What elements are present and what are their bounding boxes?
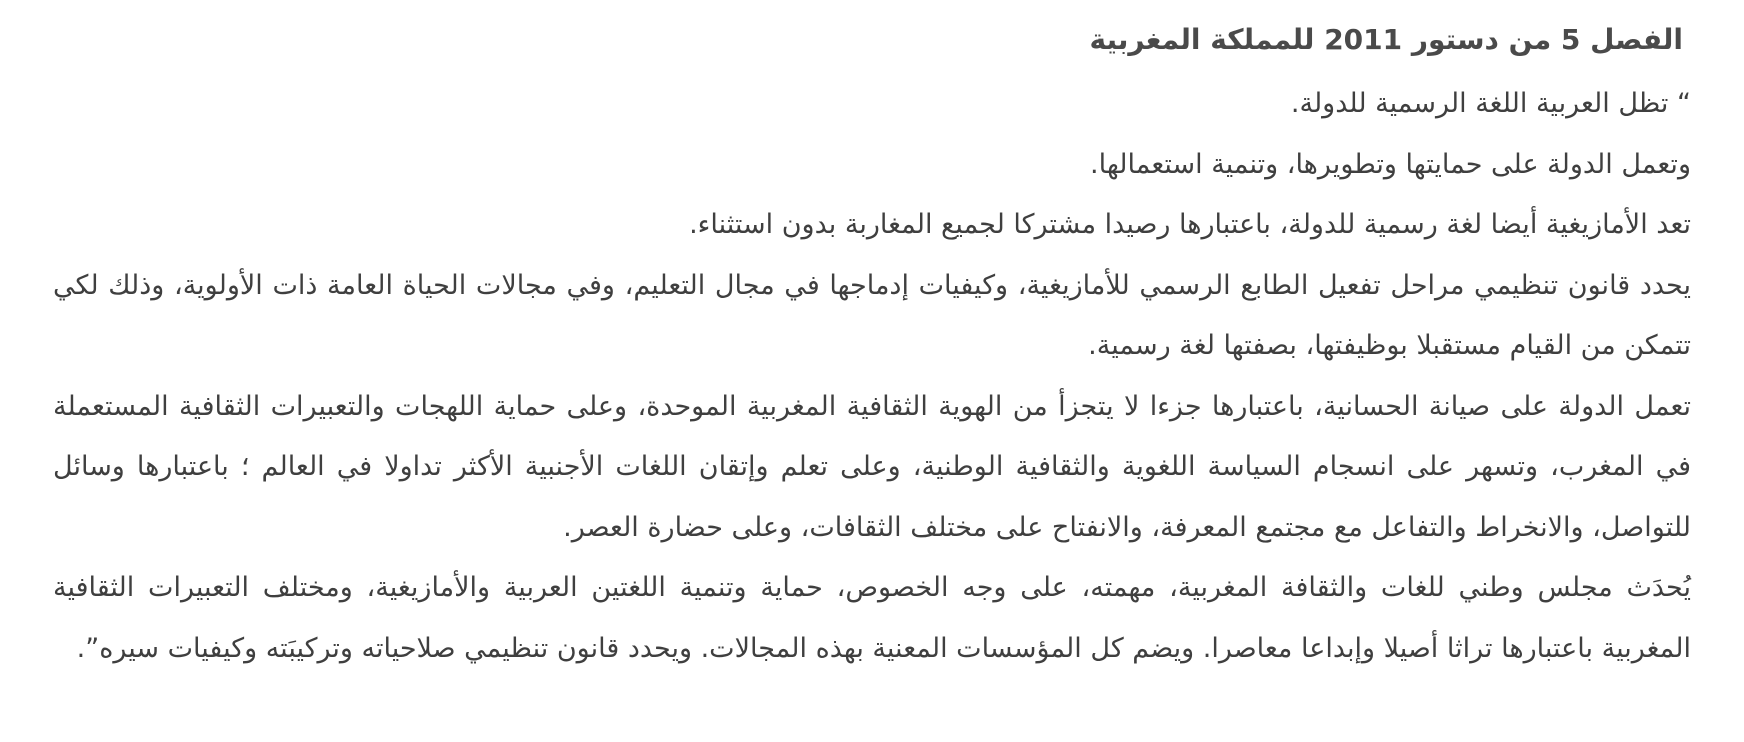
paragraph-national-council: يُحدَث مجلس وطني للغات والثقافة المغربية، مهمته، على وجه الخصوص، حماية وتنمية اللغتين العربية والأمازيغية، ومختلف التعبيرات الثقافية المغربية باعتبارها تراثا أصيلا وإبداعا معاصرا. ويضم كل المؤسسات المعنية بهذه المجالات. ويحدد قانون تنظيمي صلاحياته وتركيبَته وكيفيات سيره”. [53,572,1691,664]
paragraph-hassaniya: تعمل الدولة على صيانة الحسانية، باعتبارها جزءا لا يتجزأ من الهوية الثقافية المغربية الموحدة، وعلى حماية اللهجات والتعبيرات الثقافية المستعملة في المغرب، وتسهر على انسجام السياسة اللغوية والثقافية الوطنية، وعلى تعلم وإتقان اللغات الأجنبية الأكثر تداولا في العالم ؛ باعتبارها وسائل للتواصل، والانخراط والتفاعل مع مجتمع المعرفة، والانفتاح على مختلف الثقافات، وعلى حضارة العصر. [53,390,1691,543]
paragraph-official-language: “ تظل العربية اللغة الرسمية للدولة. [1290,88,1691,119]
document-title: الفصل 5 من دستور 2011 للمملكة المغربية [1089,23,1683,56]
paragraph-amazigh-official: تعد الأمازيغية أيضا لغة رسمية للدولة، باعتبارها رصيدا مشتركا لجميع المغاربة بدون استثناء. [689,209,1691,240]
paragraph-state-protection: وتعمل الدولة على حمايتها وتطويرها، وتنمية استعمالها. [1090,148,1691,180]
paragraph-organic-law: يحدد قانون تنظيمي مراحل تفعيل الطابع الرسمي للأمازيغية، وكيفيات إدماجها في مجال التعليم، وفي مجالات الحياة العامة ذات الأولوية، وذلك لكي تتمكن من القيام مستقبلا بوظيفتها، بصفتها لغة رسمية. [53,269,1691,361]
